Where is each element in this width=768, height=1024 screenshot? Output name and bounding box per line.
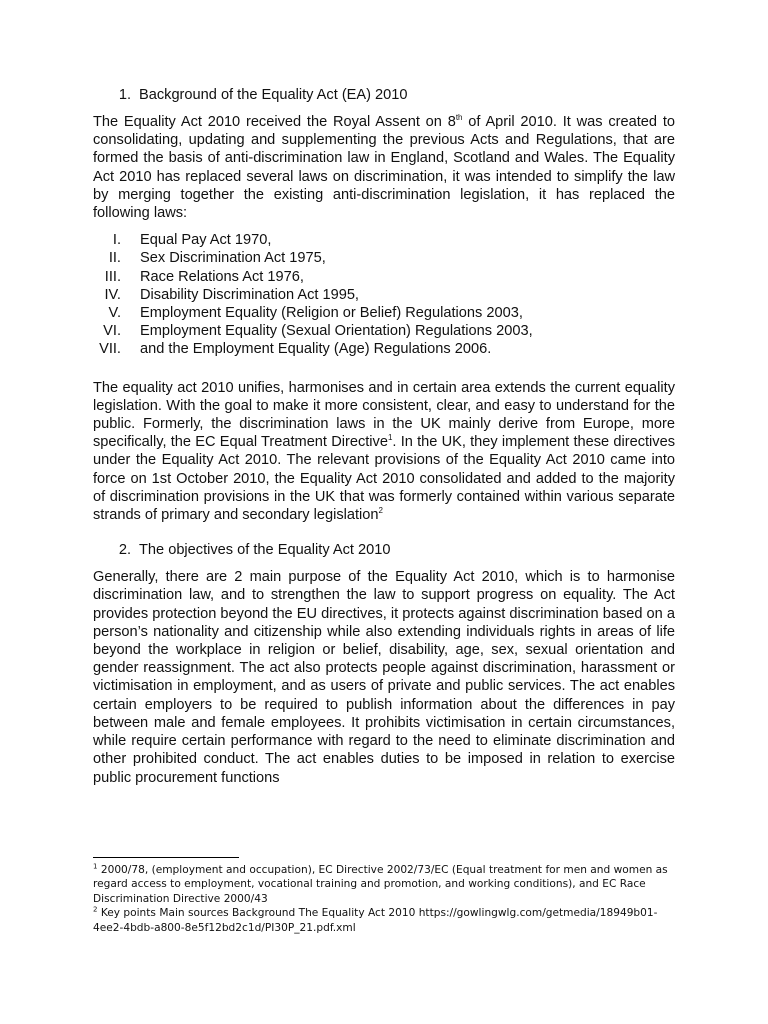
section-1-title: Background of the Equality Act (EA) 2010 <box>139 87 408 103</box>
para1-text-b: of April 2010. It was created to consolidating, updating and supplementing the previous Acts and Regulations, that are formed the basis of anti-discrimination law in England, Scotland and Wales. The Equality Act 2010 has replaced several laws on discrimination, it was intended to simplify the law by merging together the existing anti-discrimination legislation, it has replaced the following laws: <box>93 114 675 222</box>
list-item <box>93 249 675 267</box>
list-text: Employment Equality (Religion or Belief) Regulations 2003, <box>140 305 523 322</box>
list-text: Equal Pay Act 1970, <box>140 232 272 249</box>
list-numeral: VI. <box>103 323 121 340</box>
list-numeral: V. <box>108 305 121 322</box>
list-item <box>93 268 675 286</box>
footnote-separator <box>93 857 239 858</box>
list-text: Employment Equality (Sexual Orientation) Regulations 2003, <box>140 323 533 340</box>
section-1-number: 1. <box>118 87 131 103</box>
document-body <box>93 86 675 787</box>
list-numeral: I. <box>112 232 121 249</box>
list-numeral: IV. <box>104 286 121 303</box>
list-text: Sex Discrimination Act 1975, <box>140 250 326 267</box>
footnote-mark: 2 <box>93 905 98 914</box>
list-text: Race Relations Act 1976, <box>140 268 304 285</box>
section-1-heading <box>93 86 675 105</box>
footnote-ref-2[interactable]: 2 <box>378 506 383 516</box>
list-text: and the Employment Equality (Age) Regulations 2006. <box>140 341 492 358</box>
footnote-ref-1[interactable]: 1 <box>387 433 393 443</box>
para1-text-a: The Equality Act 2010 received the Royal Assent on 8 <box>93 114 456 130</box>
footnote-text: 2000/78, (employment and occupation), EC Directive 2002/73/EC (Equal treatment for men and women as regard access to employment, vocational training and promotion, and working conditions), and EC Race Discrimination Directive 2000/43 <box>93 864 668 905</box>
ordinal-superscript: th <box>455 113 463 123</box>
footnote-2 <box>93 906 675 935</box>
footnote-mark: 1 <box>93 862 98 871</box>
list-item <box>93 304 675 322</box>
replaced-laws-list <box>93 231 675 358</box>
section-1-paragraph-1 <box>93 113 675 222</box>
list-text: Disability Discrimination Act 1995, <box>140 286 359 303</box>
list-item <box>93 322 675 340</box>
section-2-number: 2. <box>118 542 131 559</box>
section-2-paragraph: Generally, there are 2 main purpose of the Equality Act 2010, which is to harmonise discrimination law, and to strengthen the law to support progress on equality. The Act provides protection beyond the EU directives, it protects against discrimination based on a person’s nationality and citizenship while also extending individuals rights in areas of life beyond the workplace in religion or belief, disability, age, sex, sexual orientation and gender reassignment. The act also protects people against discrimination, harassment or victimisation in employment, and as users of private and public services. The act enables certain employers to be required to publish information about the differences in pay between male and female employees. It prohibits victimisation in certain circumstances, while require certain performance with regard to the need to eliminate discrimination and other prohibited conduct. The act enables duties to be imposed in relation to exercise public procurement functions <box>93 569 675 786</box>
list-numeral: VII. <box>99 341 121 358</box>
list-item <box>93 340 675 358</box>
footnote-1 <box>93 863 675 906</box>
list-numeral: II. <box>108 250 121 267</box>
list-item <box>93 286 675 304</box>
para2-text-b: . In the UK, they implement these directives under the Equality Act 2010. The relevant provisions of the Equality Act 2010 came into force on 1st October 2010, the Equality Act 2010 consolidated and added to the majority of discrimination provisions in the UK that was formerly contained within various separate strands of primary and secondary legislation <box>93 434 676 524</box>
section-2-heading <box>93 541 675 560</box>
para2-text-a: The equality act 2010 unifies, harmonises and in certain area extends the current equality legislation. With the goal to make it more consistent, clear, and easy to understand for the public. Formerly, the discrimination laws in the UK mainly derive from Europe, more specifically, the EC Equal Treatment Directive <box>93 379 675 451</box>
list-item <box>93 231 675 249</box>
footnote-text: Key points Main sources Background The Equality Act 2010 https://gowlingwlg.com/getmedia/18949b01-4ee2-4bdb-a800-8e5f12bd2c1d/PI30P_21.pdf.xml <box>93 907 658 934</box>
section-2-title: The objectives of the Equality Act 2010 <box>139 542 391 559</box>
section-1-paragraph-2 <box>93 379 675 525</box>
footnotes-area <box>93 857 675 935</box>
list-numeral: III. <box>104 268 121 285</box>
